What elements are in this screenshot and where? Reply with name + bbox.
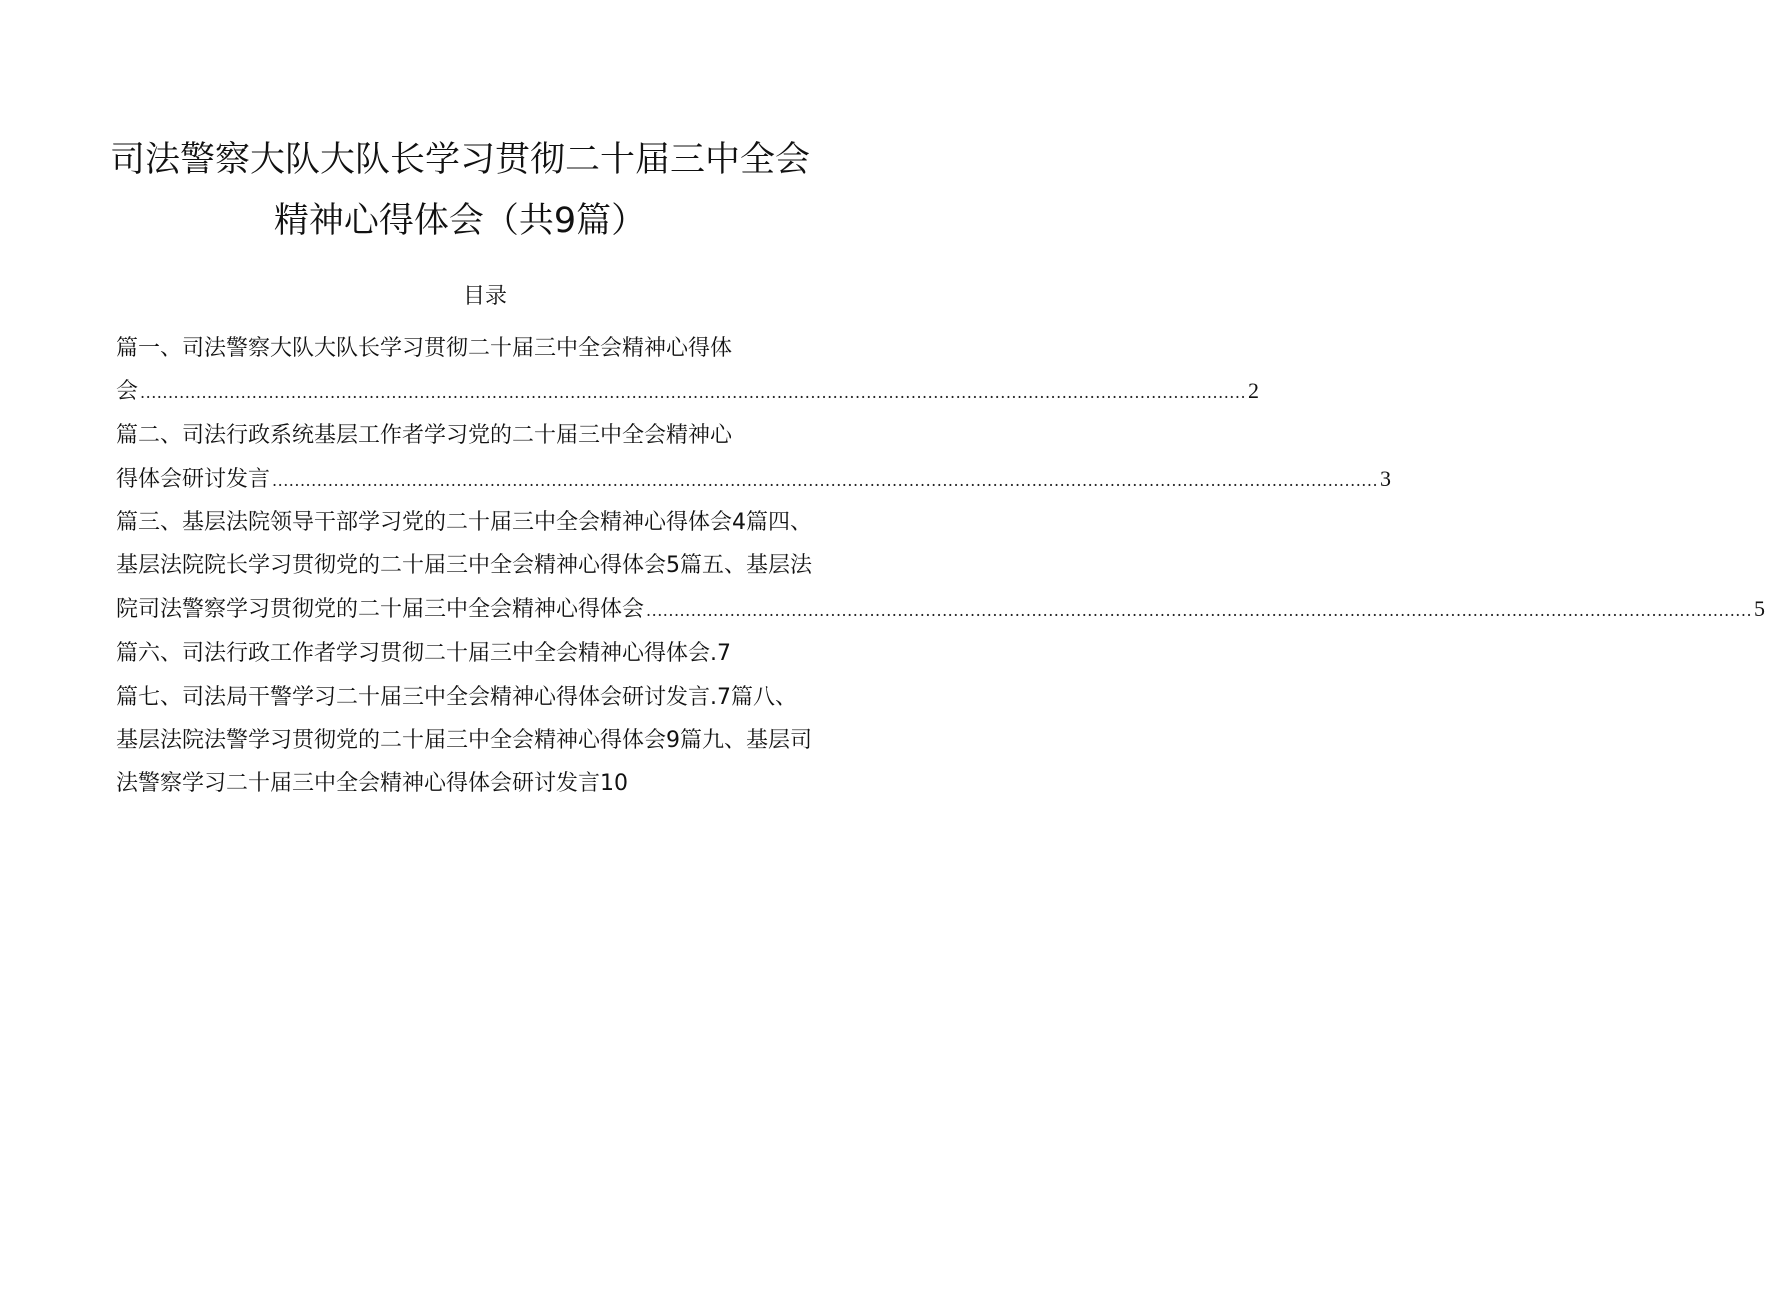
toc-entry-2-line-2[interactable] (116, 464, 1392, 496)
toc-entry-1-line-2[interactable] (116, 376, 1260, 408)
toc-entry-5-page: 5 (1754, 596, 1765, 621)
toc-entry-7-line[interactable]: 篇七、司法局干警学习二十届三中全会精神心得体会研讨发言.7篇八、 (116, 685, 797, 710)
toc-entry-9-line[interactable]: 法警察学习二十届三中全会精神心得体会研讨发言10 (116, 771, 628, 796)
toc-leader-dots: ...................................................................................................................................................................................................... (646, 601, 1753, 620)
toc-entry-5-text: 院司法警察学习贯彻党的二十届三中全会精神心得体会 (116, 597, 645, 622)
toc-entry-1-line-1[interactable]: 篇一、司法警察大队大队长学习贯彻二十届三中全会精神心得体 (116, 336, 733, 361)
toc-heading: 目录 (462, 284, 507, 309)
toc-entry-1-page: 2 (1248, 378, 1260, 403)
toc-entry-6-line[interactable]: 篇六、司法行政工作者学习贯彻二十届三中全会精神心得体会.7 (116, 641, 731, 666)
toc-entry-3-line[interactable]: 篇三、基层法院领导干部学习党的二十届三中全会精神心得体会4篇四、 (116, 510, 812, 535)
document-title-line-1: 司法警察大队大队长学习贯彻二十届三中全会 (109, 140, 810, 180)
toc-leader-dots: ...................................................................................................................................................................................................... (140, 383, 1247, 402)
toc-entry-1-tail: 会 (116, 379, 139, 404)
toc-entry-4-line[interactable]: 基层法院院长学习贯彻党的二十届三中全会精神心得体会5篇五、基层法 (116, 553, 812, 578)
toc-entry-2-page: 3 (1380, 466, 1392, 491)
toc-entry-5-line[interactable] (116, 594, 1765, 626)
toc-entry-2-line-1[interactable]: 篇二、司法行政系统基层工作者学习党的二十届三中全会精神心 (116, 423, 733, 448)
toc-entry-8-line[interactable]: 基层法院法警学习贯彻党的二十届三中全会精神心得体会9篇九、基层司 (116, 728, 812, 753)
document-title-line-2: 精神心得体会（共9篇） (273, 201, 647, 241)
toc-leader-dots: ...................................................................................................................................................................................................... (272, 471, 1379, 490)
toc-entry-2-tail: 得体会研讨发言 (116, 467, 271, 492)
